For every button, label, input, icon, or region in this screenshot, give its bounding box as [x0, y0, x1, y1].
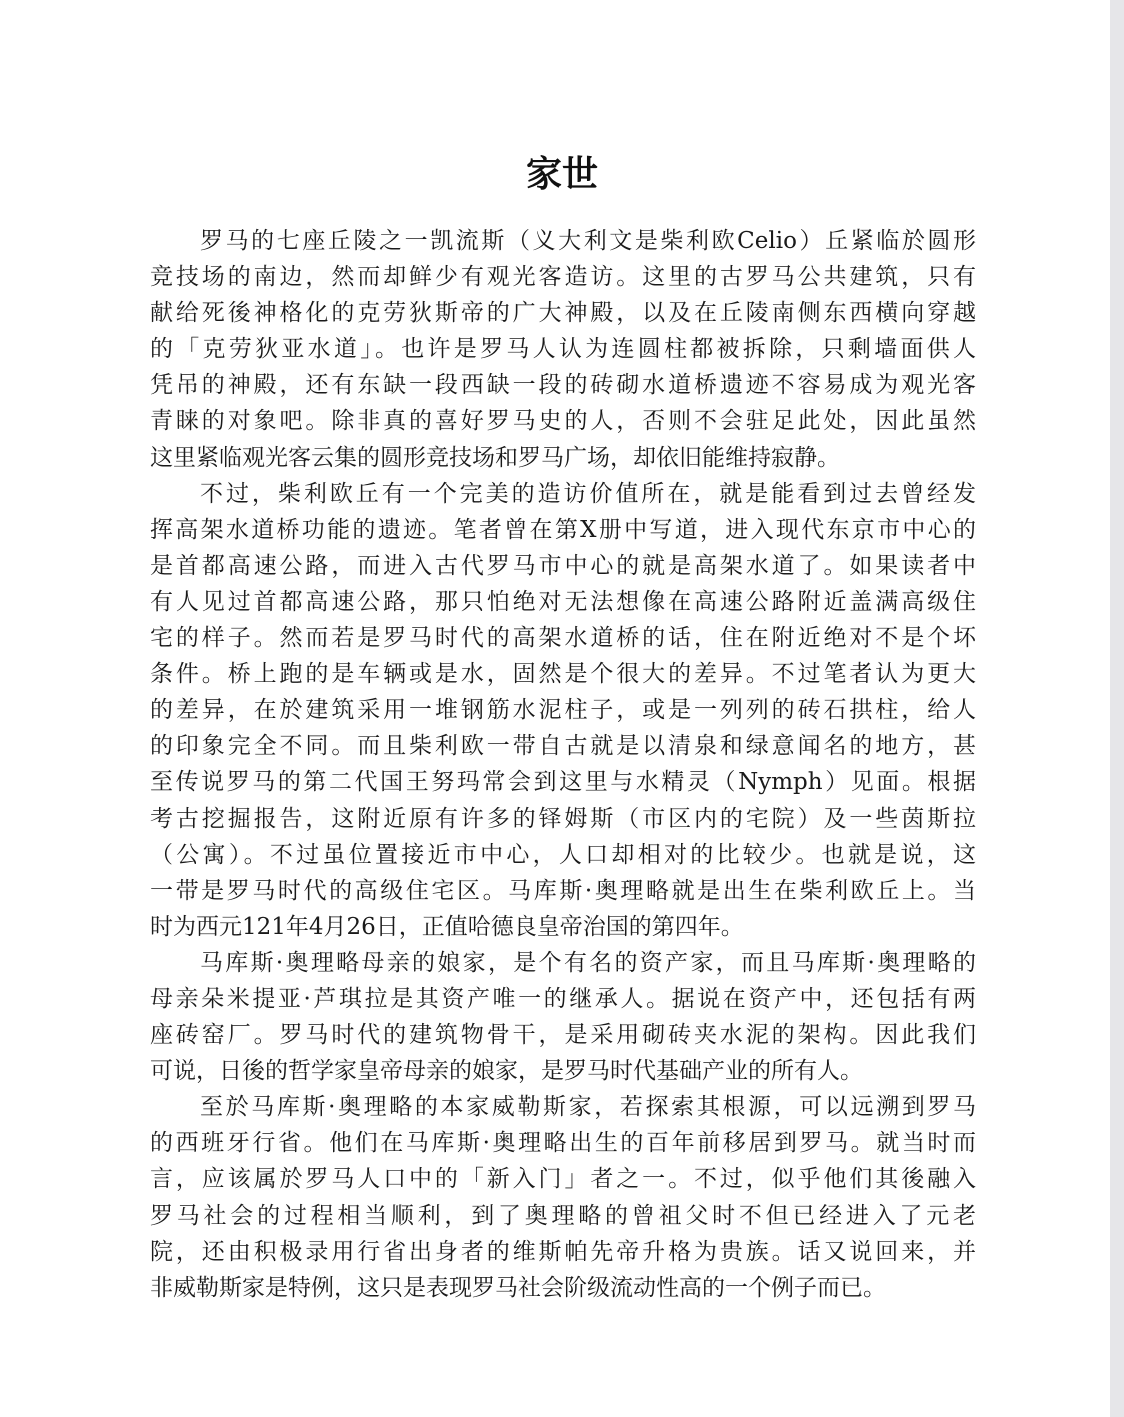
text-line: 宅的样子。然而若是罗马时代的高架水道桥的话，住在附近绝对不是个坏	[150, 625, 976, 652]
text-line: 有人见过首都高速公路，那只怕绝对无法想像在高速公路附近盖满高级住	[150, 588, 976, 615]
text-line: 是首都高速公路，而进入古代罗马市中心的就是高架水道了。如果读者中	[150, 552, 976, 579]
text-line: 非威勒斯家是特例，这只是表现罗马社会阶级流动性高的一个例子而已。	[150, 1274, 886, 1301]
page-edge	[1110, 0, 1124, 1417]
text-line: 罗马的七座丘陵之一凯流斯（义大利文是柴利欧Celio）丘紧临於圆形	[200, 228, 976, 254]
body-text	[150, 223, 976, 1306]
text-line: 竞技场的南边，然而却鲜少有观光客造访。这里的古罗马公共建筑，只有	[150, 264, 976, 291]
text-line: 可说，日後的哲学家皇帝母亲的娘家，是罗马时代基础产业的所有人。	[150, 1058, 863, 1085]
text-line: （公寓）。不过虽位置接近市中心，人口却相对的比较少。也就是说，这	[150, 841, 976, 868]
text-line: 这里紧临观光客云集的圆形竞技场和罗马广场，却依旧能维持寂静。	[150, 444, 840, 471]
text-line: 献给死後神格化的克劳狄斯帝的广大神殿，以及在丘陵南侧东西横向穿越	[150, 300, 976, 327]
text-line: 至传说罗马的第二代国王努玛常会到这里与水精灵（Nymph）见面。根据	[150, 769, 976, 796]
paragraph	[150, 223, 976, 476]
text-line: 至於马库斯·奥理略的本家威勒斯家，若探索其根源，可以远溯到罗马	[200, 1094, 976, 1121]
text-line: 条件。桥上跑的是车辆或是水，固然是个很大的差异。不过笔者认为更大	[150, 661, 976, 688]
text-line: 母亲朵米提亚·芦琪拉是其资产唯一的继承人。据说在资产中，还包括有两	[150, 985, 976, 1012]
text-line: 言，应该属於罗马人口中的「新入门」者之一。不过，似乎他们其後融入	[150, 1166, 976, 1193]
text-line: 的「克劳狄亚水道」。也许是罗马人认为连圆柱都被拆除，只剩墙面供人	[150, 336, 976, 363]
text-line: 青睐的对象吧。除非真的喜好罗马史的人，否则不会驻足此处，因此虽然	[150, 408, 976, 435]
text-line: 罗马社会的过程相当顺利，到了奥理略的曾祖父时不但已经进入了元老	[150, 1202, 976, 1229]
text-line: 考古挖掘报告，这附近原有许多的铎姆斯（市区内的宅院）及一些茵斯拉	[150, 805, 976, 832]
paragraph	[150, 945, 976, 1089]
paragraph	[150, 1089, 976, 1306]
text-line: 时为西元121年4月26日，正值哈德良皇帝治国的第四年。	[150, 913, 744, 940]
paragraph	[150, 476, 976, 945]
text-line: 座砖窑厂。罗马时代的建筑物骨干，是采用砌砖夹水泥的架构。因此我们	[150, 1022, 976, 1049]
text-line: 马库斯·奥理略母亲的娘家，是个有名的资产家，而且马库斯·奥理略的	[200, 949, 976, 976]
text-line: 一带是罗马时代的高级住宅区。马库斯·奥理略就是出生在柴利欧丘上。当	[150, 877, 976, 904]
page-title: 家世	[525, 153, 598, 195]
text-line: 的差异，在於建筑采用一堆钢筋水泥柱子，或是一列列的砖石拱柱，给人	[150, 697, 976, 724]
text-line: 凭吊的神殿，还有东缺一段西缺一段的砖砌水道桥遗迹不容易成为观光客	[150, 372, 976, 399]
text-line: 不过，柴利欧丘有一个完美的造访价值所在，就是能看到过去曾经发	[200, 480, 976, 507]
text-line: 挥高架水道桥功能的遗迹。笔者曾在第X册中写道，进入现代东京市中心的	[150, 516, 976, 543]
text-line: 院，还由积极录用行省出身者的维斯帕先帝升格为贵族。话又说回来，并	[150, 1238, 976, 1265]
text-line: 的印象完全不同。而且柴利欧一带自古就是以清泉和绿意闻名的地方，甚	[150, 733, 976, 760]
text-line: 的西班牙行省。他们在马库斯·奥理略出生的百年前移居到罗马。就当时而	[150, 1130, 976, 1157]
